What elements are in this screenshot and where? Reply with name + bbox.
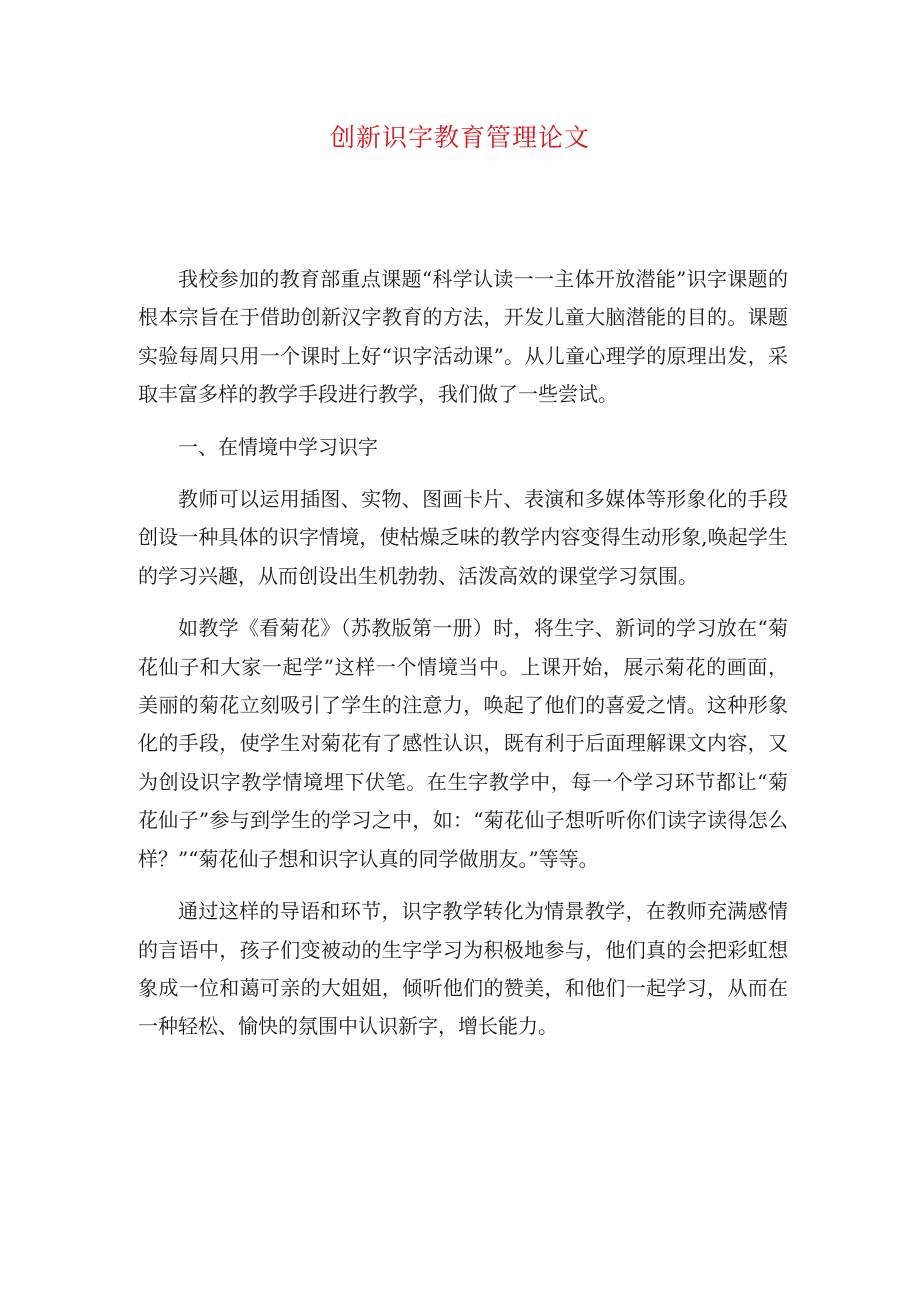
body-paragraph: 通过这样的导语和环节，识字教学转化为情景教学，在教师充满感情的言语中，孩子们变被动的生字学习为积极地参与，他们真的会把彩虹想象成一位和蔼可亲的大姐姐，倾听他们的赞美，和他们一起学习，从而在一种轻松、愉快的氛围中认识新字，增长能力。 bbox=[138, 899, 788, 1039]
section-heading: 一、在情境中学习识字 bbox=[178, 434, 378, 459]
body-paragraph: 如教学《看菊花》（苏教版第一册）时，将生字、新词的学习放在“菊花仙子和大家一起学”这样一个情境当中。上课开始，展示菊花的画面，美丽的菊花立刻吸引了学生的注意力，唤起了他们的喜爱之情。这种形象化的手段，使学生对菊花有了感性认识，既有利于后面理解课文内容，又为创设识字教学情境埋下伏笔。在生字教学中，每一个学习环节都让“菊花仙子”参与到学生的学习之中，如：“菊花仙子想听听你们读字读得怎么样？”“菊花仙子想和识字认真的同学做朋友。”等等。 bbox=[138, 616, 788, 871]
body-paragraph: 教师可以运用插图、实物、图画卡片、表演和多媒体等形象化的手段创设一种具体的识字情境，使枯燥乏味的教学内容变得生动形象,唤起学生的学习兴趣，从而创设出生机勃勃、活泼高效的课堂学习氛围。 bbox=[138, 487, 788, 588]
document-title: 创新识字教育管理论文 bbox=[329, 123, 590, 152]
intro-paragraph: 我校参加的教育部重点课题“科学认读一一主体开放潜能”识字课题的根本宗旨在于借助创新汉字教育的方法，开发儿童大脑潜能的目的。课题实验每周只用一个课时上好“识字活动课”。从儿童心理学的原理出发，采取丰富多样的教学手段进行教学，我们做了一些尝试。 bbox=[138, 267, 788, 407]
document-body bbox=[138, 260, 788, 1060]
